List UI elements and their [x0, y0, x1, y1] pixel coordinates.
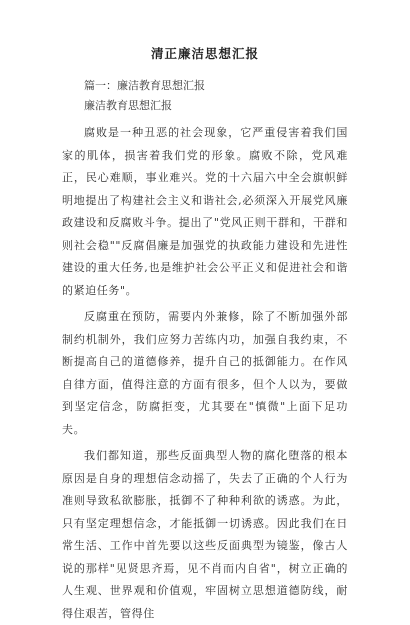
paragraph-3: 我们都知道，那些反面典型人物的腐化堕落的根本原因是自身的理想信念动摇了，失去了正确的个人行为准则导致私欲膨胀，抵御不了种种利欲的诱惑。为此，只有坚定理想信念，才能抵御一切诱惑。因此我们在日常生活、工作中首先要以这些反面典型为镜鉴，像古人说的那样"见贤思齐焉，见不肖而内自省"，树立正确的人生观、世界观和价值观，牢固树立思想道德防线，耐得住艰苦，管得住 — [62, 449, 348, 620]
paragraph-1: 腐败是一种丑恶的社会现象，它严重侵害着我们国家的肌体，损害着我们党的形象。腐败不除，党风难正，民心难顺，事业难兴。党的十六届六中全会旗帜鲜明地提出了构建社会主义和谐社会,必须深入开展党风廉政建设和反腐败斗争。提出了"党风正则干群和，干群和则社会稳""反腐倡廉是加强党的执政能力建设和先进性建设的重大任务,也是维护社会公平正义和促进社会和谐的紧迫任务"。 — [62, 126, 348, 297]
paragraph-2: 反腐重在预防，需要内外兼修，除了不断加强外部制约机制外，我们应努力苦练内功，加强自我约束，不断提高自己的道德修养，提升自己的抵御能力。在作风自律方面，值得注意的方面有很多，但个人以为，要做到坚定信念，防腐拒变，尤其要在"慎微"上面下足功夫。 — [62, 310, 348, 436]
document-title: 清正廉洁思想汇报 — [150, 46, 259, 61]
section-heading: 篇一：廉洁教育思想汇报 — [84, 79, 205, 92]
sub-heading: 廉洁教育思想汇报 — [84, 99, 172, 112]
